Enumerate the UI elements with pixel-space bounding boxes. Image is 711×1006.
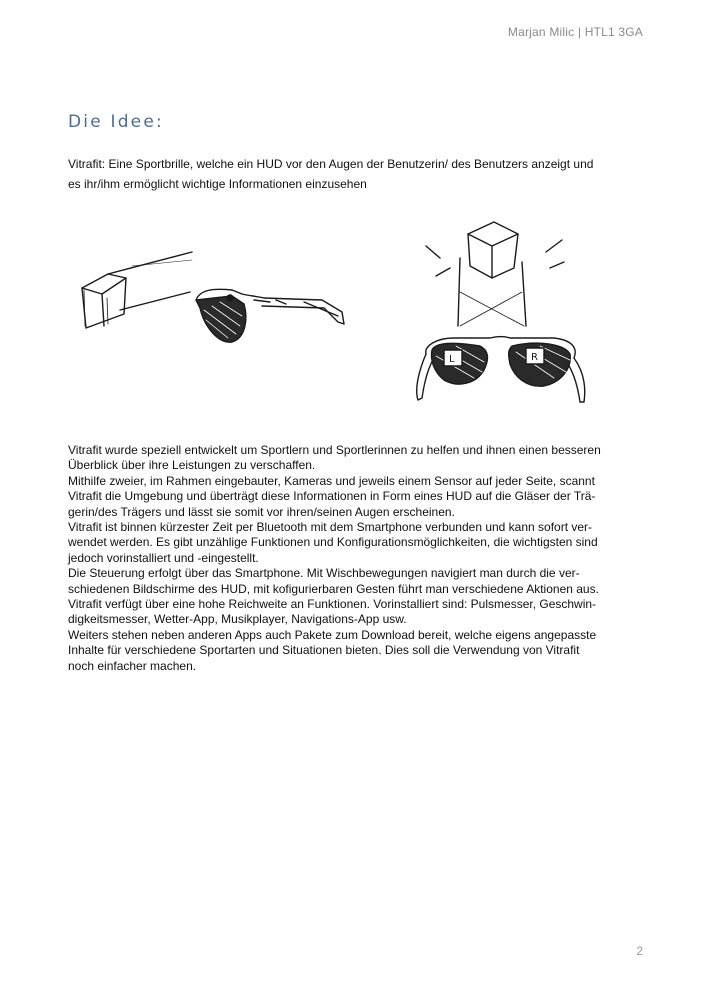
body-line: Vitrafit die Umgebung und überträgt diese Informationen in Form eines HUD auf die Gläser der Trä- (68, 489, 596, 504)
body-line: Weiters stehen neben anderen Apps auch Pakete zum Download bereit, welche eigens angepasste (68, 627, 597, 642)
intro-line: Vitrafit: Eine Sportbrille, welche ein HUD vor den Augen der Benutzerin/ des Benutzers anzeigt und (68, 157, 594, 171)
body-line: digkeitsmesser, Wetter-App, Musikplayer, Navigations-App usw. (68, 612, 407, 627)
body-line: noch einfacher machen. (68, 658, 197, 673)
page-header-author: Marjan Milic | HTL1 3GA (507, 25, 643, 39)
section-title: Die Idee: (68, 112, 164, 132)
page-number: 2 (636, 944, 643, 958)
body-line: Vitrafit verfügt über eine hohe Reichweite an Funktionen. Vorinstalliert sind: Pulsmesser, Geschwin- (68, 597, 597, 612)
intro-paragraph (68, 154, 648, 194)
body-line: Vitrafit ist binnen kürzester Zeit per Bluetooth mit dem Smartphone verbunden und kann sofort ver- (68, 520, 593, 535)
lens-label-left: L (449, 354, 455, 365)
intro-line: es ihr/ihm ermöglicht wichtige Informationen einzusehen (68, 177, 367, 191)
body-line: Überblick über ihre Leistungen zu verschaffen. (68, 458, 316, 473)
body-line: schiedenen Bildschirme des HUD, mit kofigurierbaren Gesten führt man verschiedene Aktionen aus. (68, 581, 599, 596)
body-line: wendet werden. Es gibt unzählige Funktionen und Konfigurationsmöglichkeiten, die wichtigsten sind (68, 535, 598, 550)
body-line: gerin/des Trägers und lässt sie somit vor ihren/seinen Augen erscheinen. (68, 504, 455, 519)
lens-label-right: R (531, 352, 538, 363)
body-line: Inhalte für verschiedene Sportarten und Situationen bieten. Dies soll die Verwendung von Vitrafit (68, 643, 580, 658)
body-line: Die Steuerung erfolgt über das Smartphone. Mit Wischbewegungen navigiert man durch die ver- (68, 566, 580, 581)
sketch-glasses-side-view-icon (72, 238, 352, 348)
body-line: Vitrafit wurde speziell entwickelt um Sportlern und Sportlerinnen zu helfen und ihnen einen besseren (68, 443, 601, 457)
sketch-glasses-front-view-icon (414, 218, 614, 418)
body-line: Mithilfe zweier, im Rahmen eingebauter, Kameras und jeweils einem Sensor auf jeder Seite, scannt (68, 473, 595, 488)
body-paragraph (68, 443, 648, 674)
body-line: jedoch vorinstalliert und -eingestellt. (68, 550, 259, 565)
